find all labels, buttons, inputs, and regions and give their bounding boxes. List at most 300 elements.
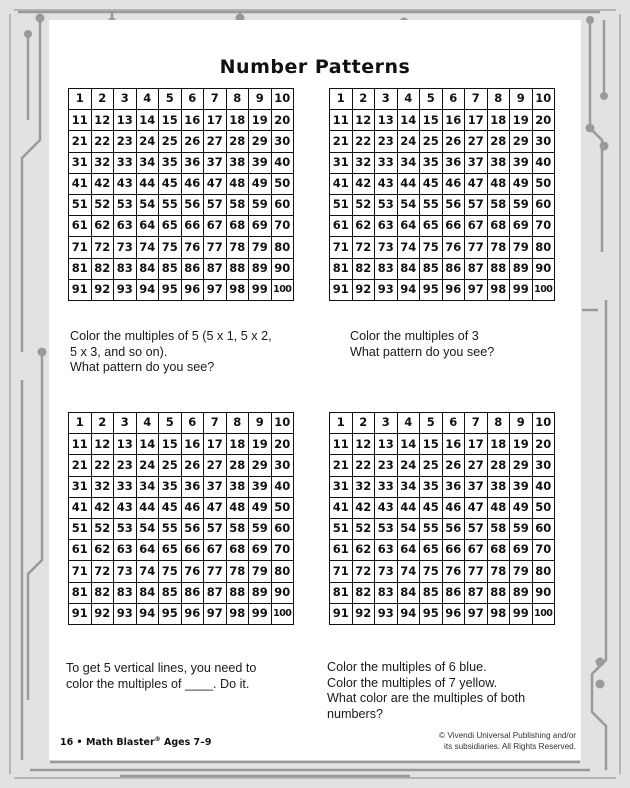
chart-cell-57[interactable]: 57 [204,518,227,539]
chart-cell-44[interactable]: 44 [397,497,420,518]
chart-cell-50[interactable]: 50 [532,173,555,194]
chart-cell-89[interactable]: 89 [510,258,533,279]
chart-cell-64[interactable]: 64 [397,540,420,561]
chart-cell-75[interactable]: 75 [159,237,182,258]
chart-cell-1[interactable]: 1 [330,89,353,110]
chart-cell-43[interactable]: 43 [375,173,398,194]
chart-cell-32[interactable]: 32 [352,152,375,173]
chart-cell-60[interactable]: 60 [271,518,294,539]
chart-cell-13[interactable]: 13 [375,110,398,131]
chart-cell-65[interactable]: 65 [420,540,443,561]
chart-cell-9[interactable]: 9 [510,413,533,434]
chart-cell-32[interactable]: 32 [91,476,114,497]
chart-cell-20[interactable]: 20 [271,434,294,455]
chart-cell-92[interactable]: 92 [91,603,114,624]
chart-cell-82[interactable]: 82 [352,582,375,603]
chart-cell-47[interactable]: 47 [465,173,488,194]
chart-cell-40[interactable]: 40 [271,152,294,173]
chart-cell-58[interactable]: 58 [226,194,249,215]
chart-cell-34[interactable]: 34 [136,476,159,497]
chart-cell-45[interactable]: 45 [420,497,443,518]
chart-cell-16[interactable]: 16 [442,110,465,131]
chart-cell-35[interactable]: 35 [159,476,182,497]
chart-cell-77[interactable]: 77 [204,237,227,258]
chart-cell-23[interactable]: 23 [375,455,398,476]
chart-cell-97[interactable]: 97 [204,603,227,624]
chart-cell-69[interactable]: 69 [249,540,272,561]
chart-cell-24[interactable]: 24 [136,131,159,152]
chart-cell-89[interactable]: 89 [249,258,272,279]
chart-cell-70[interactable]: 70 [271,216,294,237]
chart-cell-22[interactable]: 22 [91,455,114,476]
chart-cell-19[interactable]: 19 [249,110,272,131]
chart-cell-21[interactable]: 21 [330,455,353,476]
chart-cell-79[interactable]: 79 [249,237,272,258]
chart-cell-21[interactable]: 21 [69,455,92,476]
chart-cell-76[interactable]: 76 [442,237,465,258]
chart-cell-51[interactable]: 51 [69,518,92,539]
chart-cell-53[interactable]: 53 [114,518,137,539]
chart-cell-91[interactable]: 91 [330,279,353,300]
chart-cell-6[interactable]: 6 [181,413,204,434]
chart-cell-25[interactable]: 25 [420,455,443,476]
chart-cell-10[interactable]: 10 [532,413,555,434]
chart-cell-45[interactable]: 45 [159,497,182,518]
chart-cell-62[interactable]: 62 [352,216,375,237]
chart-cell-25[interactable]: 25 [159,455,182,476]
chart-cell-26[interactable]: 26 [442,455,465,476]
chart-cell-52[interactable]: 52 [352,194,375,215]
chart-cell-63[interactable]: 63 [114,216,137,237]
chart-cell-95[interactable]: 95 [420,279,443,300]
chart-cell-11[interactable]: 11 [330,110,353,131]
chart-cell-46[interactable]: 46 [181,497,204,518]
chart-cell-21[interactable]: 21 [69,131,92,152]
chart-cell-31[interactable]: 31 [69,152,92,173]
chart-cell-50[interactable]: 50 [271,497,294,518]
chart-cell-47[interactable]: 47 [204,497,227,518]
chart-cell-95[interactable]: 95 [420,603,443,624]
chart-cell-60[interactable]: 60 [271,194,294,215]
chart-cell-4[interactable]: 4 [136,89,159,110]
chart-cell-2[interactable]: 2 [91,413,114,434]
chart-cell-33[interactable]: 33 [114,476,137,497]
chart-cell-39[interactable]: 39 [510,476,533,497]
chart-cell-59[interactable]: 59 [510,194,533,215]
chart-cell-70[interactable]: 70 [532,216,555,237]
chart-cell-13[interactable]: 13 [114,110,137,131]
chart-cell-33[interactable]: 33 [375,152,398,173]
chart-cell-96[interactable]: 96 [181,279,204,300]
chart-cell-7[interactable]: 7 [465,413,488,434]
chart-cell-52[interactable]: 52 [352,518,375,539]
chart-cell-23[interactable]: 23 [114,131,137,152]
chart-cell-80[interactable]: 80 [271,237,294,258]
chart-cell-92[interactable]: 92 [352,279,375,300]
chart-cell-71[interactable]: 71 [330,561,353,582]
chart-cell-39[interactable]: 39 [249,476,272,497]
chart-cell-3[interactable]: 3 [375,413,398,434]
chart-cell-77[interactable]: 77 [204,561,227,582]
chart-cell-93[interactable]: 93 [114,279,137,300]
chart-cell-33[interactable]: 33 [375,476,398,497]
chart-cell-42[interactable]: 42 [91,497,114,518]
chart-cell-68[interactable]: 68 [487,540,510,561]
chart-cell-41[interactable]: 41 [69,173,92,194]
chart-cell-4[interactable]: 4 [136,413,159,434]
chart-cell-59[interactable]: 59 [510,518,533,539]
chart-cell-73[interactable]: 73 [114,237,137,258]
chart-cell-18[interactable]: 18 [487,110,510,131]
chart-cell-87[interactable]: 87 [465,582,488,603]
chart-cell-49[interactable]: 49 [249,173,272,194]
chart-cell-82[interactable]: 82 [91,582,114,603]
chart-cell-13[interactable]: 13 [114,434,137,455]
chart-cell-76[interactable]: 76 [181,561,204,582]
chart-cell-36[interactable]: 36 [181,152,204,173]
chart-cell-46[interactable]: 46 [442,497,465,518]
chart-cell-28[interactable]: 28 [487,131,510,152]
chart-cell-6[interactable]: 6 [442,413,465,434]
chart-cell-54[interactable]: 54 [397,194,420,215]
chart-cell-26[interactable]: 26 [181,131,204,152]
chart-cell-61[interactable]: 61 [69,540,92,561]
chart-cell-78[interactable]: 78 [487,237,510,258]
chart-cell-93[interactable]: 93 [375,603,398,624]
chart-cell-40[interactable]: 40 [271,476,294,497]
chart-cell-88[interactable]: 88 [487,582,510,603]
chart-cell-96[interactable]: 96 [442,279,465,300]
chart-cell-43[interactable]: 43 [114,173,137,194]
chart-cell-62[interactable]: 62 [91,540,114,561]
chart-cell-14[interactable]: 14 [397,434,420,455]
chart-cell-57[interactable]: 57 [465,194,488,215]
chart-cell-55[interactable]: 55 [420,194,443,215]
chart-cell-25[interactable]: 25 [159,131,182,152]
chart-cell-22[interactable]: 22 [91,131,114,152]
chart-cell-2[interactable]: 2 [352,89,375,110]
chart-cell-35[interactable]: 35 [420,476,443,497]
chart-cell-78[interactable]: 78 [226,561,249,582]
chart-cell-91[interactable]: 91 [330,603,353,624]
chart-cell-30[interactable]: 30 [271,131,294,152]
chart-cell-44[interactable]: 44 [397,173,420,194]
chart-cell-98[interactable]: 98 [487,279,510,300]
chart-cell-53[interactable]: 53 [375,194,398,215]
chart-cell-48[interactable]: 48 [226,497,249,518]
chart-cell-94[interactable]: 94 [397,603,420,624]
chart-cell-51[interactable]: 51 [330,194,353,215]
chart-cell-34[interactable]: 34 [397,476,420,497]
chart-cell-16[interactable]: 16 [181,434,204,455]
chart-cell-80[interactable]: 80 [532,561,555,582]
chart-cell-67[interactable]: 67 [204,216,227,237]
chart-cell-47[interactable]: 47 [465,497,488,518]
chart-cell-61[interactable]: 61 [330,216,353,237]
chart-cell-17[interactable]: 17 [465,434,488,455]
chart-cell-20[interactable]: 20 [532,434,555,455]
chart-cell-50[interactable]: 50 [532,497,555,518]
chart-cell-27[interactable]: 27 [465,131,488,152]
chart-cell-12[interactable]: 12 [352,110,375,131]
chart-cell-88[interactable]: 88 [487,258,510,279]
chart-cell-18[interactable]: 18 [487,434,510,455]
chart-cell-27[interactable]: 27 [204,131,227,152]
chart-cell-41[interactable]: 41 [330,497,353,518]
chart-cell-30[interactable]: 30 [532,455,555,476]
chart-cell-42[interactable]: 42 [352,173,375,194]
chart-cell-97[interactable]: 97 [465,279,488,300]
chart-cell-73[interactable]: 73 [375,237,398,258]
chart-cell-43[interactable]: 43 [375,497,398,518]
chart-cell-38[interactable]: 38 [487,476,510,497]
chart-cell-26[interactable]: 26 [181,455,204,476]
chart-cell-78[interactable]: 78 [226,237,249,258]
chart-cell-19[interactable]: 19 [510,110,533,131]
chart-cell-31[interactable]: 31 [330,152,353,173]
chart-cell-92[interactable]: 92 [352,603,375,624]
chart-cell-97[interactable]: 97 [465,603,488,624]
chart-cell-8[interactable]: 8 [487,89,510,110]
chart-cell-98[interactable]: 98 [487,603,510,624]
chart-cell-4[interactable]: 4 [397,413,420,434]
chart-cell-22[interactable]: 22 [352,455,375,476]
chart-cell-15[interactable]: 15 [420,434,443,455]
chart-cell-5[interactable]: 5 [420,89,443,110]
chart-cell-16[interactable]: 16 [181,110,204,131]
chart-cell-4[interactable]: 4 [397,89,420,110]
chart-cell-20[interactable]: 20 [271,110,294,131]
chart-cell-6[interactable]: 6 [442,89,465,110]
chart-cell-73[interactable]: 73 [375,561,398,582]
chart-cell-99[interactable]: 99 [510,603,533,624]
chart-cell-31[interactable]: 31 [330,476,353,497]
chart-cell-63[interactable]: 63 [375,540,398,561]
chart-cell-84[interactable]: 84 [397,258,420,279]
chart-cell-61[interactable]: 61 [69,216,92,237]
chart-cell-6[interactable]: 6 [181,89,204,110]
chart-cell-28[interactable]: 28 [487,455,510,476]
chart-cell-1[interactable]: 1 [330,413,353,434]
chart-cell-80[interactable]: 80 [532,237,555,258]
chart-cell-95[interactable]: 95 [159,603,182,624]
chart-cell-87[interactable]: 87 [204,258,227,279]
chart-cell-74[interactable]: 74 [136,561,159,582]
chart-cell-9[interactable]: 9 [249,413,272,434]
chart-cell-55[interactable]: 55 [420,518,443,539]
chart-cell-70[interactable]: 70 [532,540,555,561]
chart-cell-75[interactable]: 75 [420,237,443,258]
chart-cell-47[interactable]: 47 [204,173,227,194]
chart-cell-96[interactable]: 96 [181,603,204,624]
chart-cell-66[interactable]: 66 [181,540,204,561]
chart-cell-69[interactable]: 69 [510,216,533,237]
chart-cell-46[interactable]: 46 [181,173,204,194]
chart-cell-92[interactable]: 92 [91,279,114,300]
chart-cell-23[interactable]: 23 [375,131,398,152]
chart-cell-10[interactable]: 10 [532,89,555,110]
chart-cell-55[interactable]: 55 [159,518,182,539]
chart-cell-68[interactable]: 68 [226,216,249,237]
chart-cell-83[interactable]: 83 [114,258,137,279]
chart-cell-100[interactable]: 100 [271,279,294,300]
chart-cell-81[interactable]: 81 [330,258,353,279]
chart-cell-91[interactable]: 91 [69,279,92,300]
chart-cell-12[interactable]: 12 [91,110,114,131]
chart-cell-11[interactable]: 11 [69,434,92,455]
chart-cell-72[interactable]: 72 [91,237,114,258]
chart-cell-65[interactable]: 65 [159,216,182,237]
chart-cell-52[interactable]: 52 [91,194,114,215]
chart-cell-29[interactable]: 29 [249,131,272,152]
chart-cell-34[interactable]: 34 [136,152,159,173]
chart-cell-31[interactable]: 31 [69,476,92,497]
chart-cell-100[interactable]: 100 [532,603,555,624]
chart-cell-72[interactable]: 72 [91,561,114,582]
chart-cell-56[interactable]: 56 [181,194,204,215]
chart-cell-67[interactable]: 67 [204,540,227,561]
chart-cell-39[interactable]: 39 [510,152,533,173]
chart-cell-60[interactable]: 60 [532,518,555,539]
chart-cell-73[interactable]: 73 [114,561,137,582]
chart-cell-53[interactable]: 53 [114,194,137,215]
chart-cell-12[interactable]: 12 [91,434,114,455]
chart-cell-1[interactable]: 1 [69,89,92,110]
chart-cell-86[interactable]: 86 [181,582,204,603]
chart-cell-90[interactable]: 90 [271,582,294,603]
chart-cell-96[interactable]: 96 [442,603,465,624]
chart-cell-37[interactable]: 37 [465,476,488,497]
chart-cell-77[interactable]: 77 [465,237,488,258]
chart-cell-40[interactable]: 40 [532,152,555,173]
chart-cell-52[interactable]: 52 [91,518,114,539]
chart-cell-19[interactable]: 19 [249,434,272,455]
chart-cell-15[interactable]: 15 [159,110,182,131]
chart-cell-74[interactable]: 74 [397,561,420,582]
chart-cell-69[interactable]: 69 [249,216,272,237]
chart-cell-80[interactable]: 80 [271,561,294,582]
chart-cell-85[interactable]: 85 [159,582,182,603]
chart-cell-63[interactable]: 63 [375,216,398,237]
chart-cell-94[interactable]: 94 [397,279,420,300]
chart-cell-32[interactable]: 32 [352,476,375,497]
chart-cell-36[interactable]: 36 [442,476,465,497]
chart-cell-42[interactable]: 42 [91,173,114,194]
chart-cell-81[interactable]: 81 [330,582,353,603]
chart-cell-83[interactable]: 83 [114,582,137,603]
chart-cell-68[interactable]: 68 [226,540,249,561]
chart-cell-57[interactable]: 57 [465,518,488,539]
chart-cell-95[interactable]: 95 [159,279,182,300]
chart-cell-56[interactable]: 56 [442,518,465,539]
chart-cell-24[interactable]: 24 [397,131,420,152]
chart-cell-18[interactable]: 18 [226,110,249,131]
chart-cell-79[interactable]: 79 [249,561,272,582]
chart-cell-64[interactable]: 64 [136,216,159,237]
chart-cell-98[interactable]: 98 [226,603,249,624]
chart-cell-7[interactable]: 7 [465,89,488,110]
chart-cell-76[interactable]: 76 [181,237,204,258]
chart-cell-45[interactable]: 45 [420,173,443,194]
chart-cell-2[interactable]: 2 [352,413,375,434]
chart-cell-79[interactable]: 79 [510,561,533,582]
chart-cell-86[interactable]: 86 [181,258,204,279]
chart-cell-24[interactable]: 24 [136,455,159,476]
chart-cell-49[interactable]: 49 [510,173,533,194]
chart-cell-87[interactable]: 87 [204,582,227,603]
chart-cell-28[interactable]: 28 [226,131,249,152]
chart-cell-61[interactable]: 61 [330,540,353,561]
chart-cell-83[interactable]: 83 [375,258,398,279]
chart-cell-44[interactable]: 44 [136,173,159,194]
chart-cell-8[interactable]: 8 [487,413,510,434]
chart-cell-29[interactable]: 29 [249,455,272,476]
chart-cell-11[interactable]: 11 [330,434,353,455]
chart-cell-65[interactable]: 65 [159,540,182,561]
chart-cell-3[interactable]: 3 [375,89,398,110]
chart-cell-15[interactable]: 15 [159,434,182,455]
chart-cell-89[interactable]: 89 [249,582,272,603]
chart-cell-27[interactable]: 27 [465,455,488,476]
chart-cell-22[interactable]: 22 [352,131,375,152]
chart-cell-18[interactable]: 18 [226,434,249,455]
chart-cell-55[interactable]: 55 [159,194,182,215]
chart-cell-2[interactable]: 2 [91,89,114,110]
chart-cell-72[interactable]: 72 [352,561,375,582]
chart-cell-81[interactable]: 81 [69,582,92,603]
chart-cell-65[interactable]: 65 [420,216,443,237]
chart-cell-27[interactable]: 27 [204,455,227,476]
chart-cell-87[interactable]: 87 [465,258,488,279]
chart-cell-78[interactable]: 78 [487,561,510,582]
chart-cell-19[interactable]: 19 [510,434,533,455]
chart-cell-99[interactable]: 99 [249,279,272,300]
chart-cell-88[interactable]: 88 [226,258,249,279]
chart-cell-93[interactable]: 93 [114,603,137,624]
chart-cell-41[interactable]: 41 [330,173,353,194]
chart-cell-12[interactable]: 12 [352,434,375,455]
chart-cell-81[interactable]: 81 [69,258,92,279]
chart-cell-64[interactable]: 64 [136,540,159,561]
chart-cell-38[interactable]: 38 [226,476,249,497]
chart-cell-99[interactable]: 99 [510,279,533,300]
chart-cell-41[interactable]: 41 [69,497,92,518]
chart-cell-90[interactable]: 90 [271,258,294,279]
chart-cell-29[interactable]: 29 [510,455,533,476]
chart-cell-40[interactable]: 40 [532,476,555,497]
chart-cell-24[interactable]: 24 [397,455,420,476]
chart-cell-51[interactable]: 51 [330,518,353,539]
chart-cell-58[interactable]: 58 [487,194,510,215]
chart-cell-71[interactable]: 71 [69,561,92,582]
chart-cell-17[interactable]: 17 [465,110,488,131]
chart-cell-25[interactable]: 25 [420,131,443,152]
chart-cell-86[interactable]: 86 [442,258,465,279]
chart-cell-85[interactable]: 85 [420,258,443,279]
chart-cell-34[interactable]: 34 [397,152,420,173]
chart-cell-82[interactable]: 82 [91,258,114,279]
chart-cell-5[interactable]: 5 [159,89,182,110]
chart-cell-5[interactable]: 5 [159,413,182,434]
chart-cell-83[interactable]: 83 [375,582,398,603]
chart-cell-38[interactable]: 38 [226,152,249,173]
chart-cell-74[interactable]: 74 [397,237,420,258]
chart-cell-3[interactable]: 3 [114,89,137,110]
chart-cell-90[interactable]: 90 [532,582,555,603]
chart-cell-77[interactable]: 77 [465,561,488,582]
chart-cell-35[interactable]: 35 [420,152,443,173]
chart-cell-98[interactable]: 98 [226,279,249,300]
